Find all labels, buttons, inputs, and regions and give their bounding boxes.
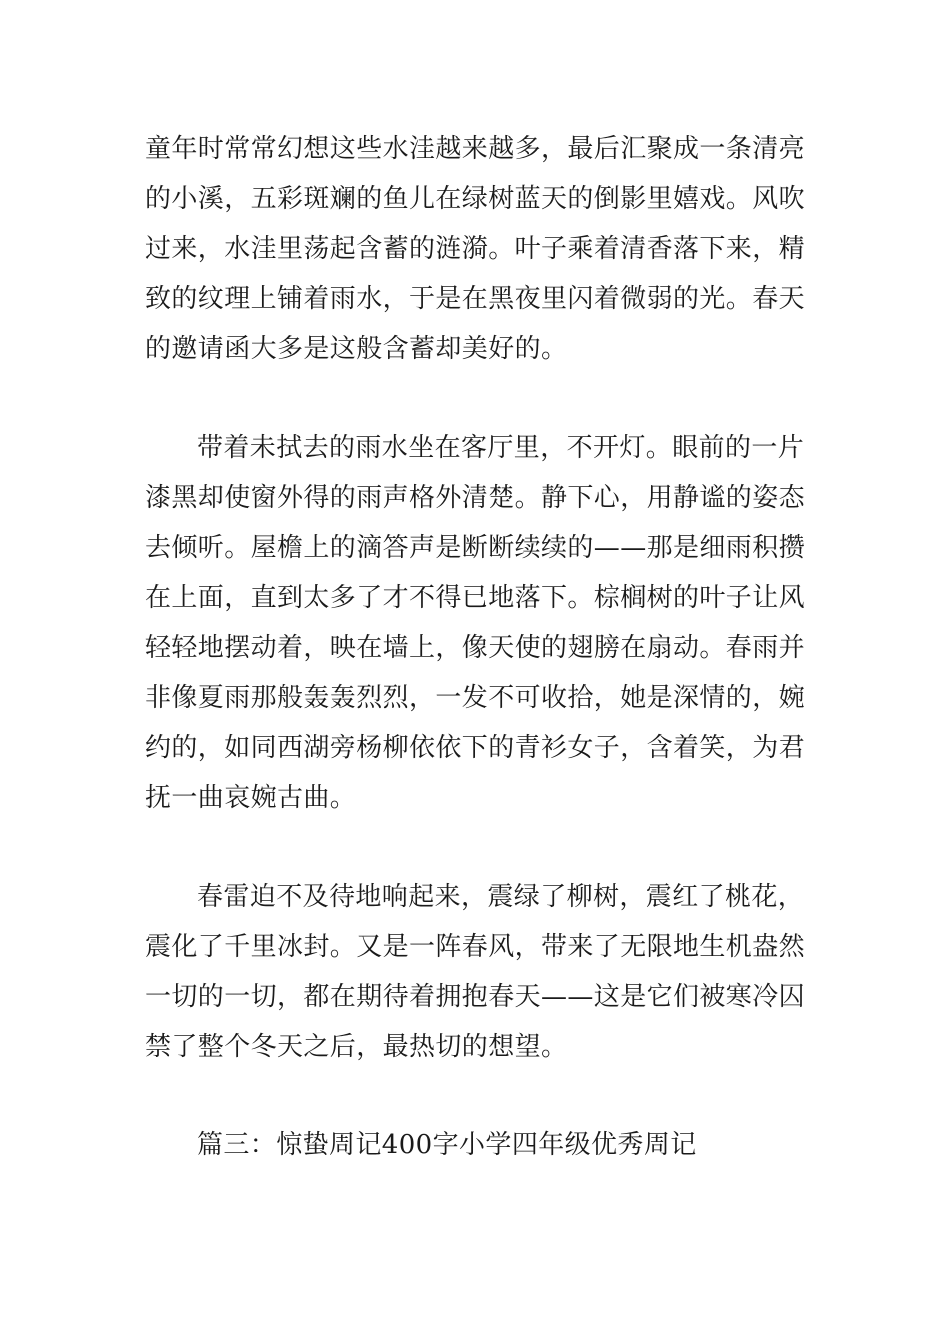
paragraph-3-line-1: 春雷迫不及待地响起来，震绿了柳树，震红了桃花，	[197, 882, 805, 912]
paragraph-3-line-4: 禁了整个冬天之后，最热切的想望。	[145, 1032, 568, 1062]
paragraph-3-line-3: 一切的一切，都在期待着拥抱春天——这是它们被寒冷囚	[145, 982, 806, 1012]
paragraph-2-line-2: 漆黑却使窗外得的雨声格外清楚。静下心，用静谧的姿态	[145, 483, 806, 513]
paragraph-1-line-3: 过来，水洼里荡起含蓄的涟漪。叶子乘着清香落下来，精	[145, 234, 806, 264]
paragraph-2-line-8: 抚一曲哀婉古曲。	[145, 783, 357, 813]
paragraph-1-line-4: 致的纹理上铺着雨水，于是在黑夜里闪着微弱的光。春天	[145, 284, 806, 314]
section-heading: 篇三：惊蛰周记400字小学四年级优秀周记	[197, 1130, 697, 1160]
paragraph-3-line-2: 震化了千里冰封。又是一阵春风，带来了无限地生机盎然	[145, 932, 806, 962]
paragraph-2-line-6: 非像夏雨那般轰轰烈烈，一发不可收拾，她是深情的，婉	[145, 683, 806, 713]
paragraph-2-line-7: 约的，如同西湖旁杨柳依依下的青衫女子，含着笑，为君	[145, 733, 806, 763]
paragraph-2-line-5: 轻轻地摆动着，映在墙上，像天使的翅膀在扇动。春雨并	[145, 633, 806, 663]
paragraph-1-line-5: 的邀请函大多是这般含蓄却美好的。	[145, 334, 568, 364]
paragraph-2-line-4: 在上面，直到太多了才不得已地落下。棕榈树的叶子让风	[145, 583, 806, 613]
paragraph-2-line-1: 带着未拭去的雨水坐在客厅里，不开灯。眼前的一片	[197, 433, 805, 463]
paragraph-1-line-1: 童年时常常幻想这些水洼越来越多，最后汇聚成一条清亮	[145, 134, 806, 164]
paragraph-2-line-3: 去倾听。屋檐上的滴答声是断断续续的——那是细雨积攒	[145, 533, 806, 563]
paragraph-1-line-2: 的小溪，五彩斑斓的鱼儿在绿树蓝天的倒影里嬉戏。风吹	[145, 184, 806, 214]
